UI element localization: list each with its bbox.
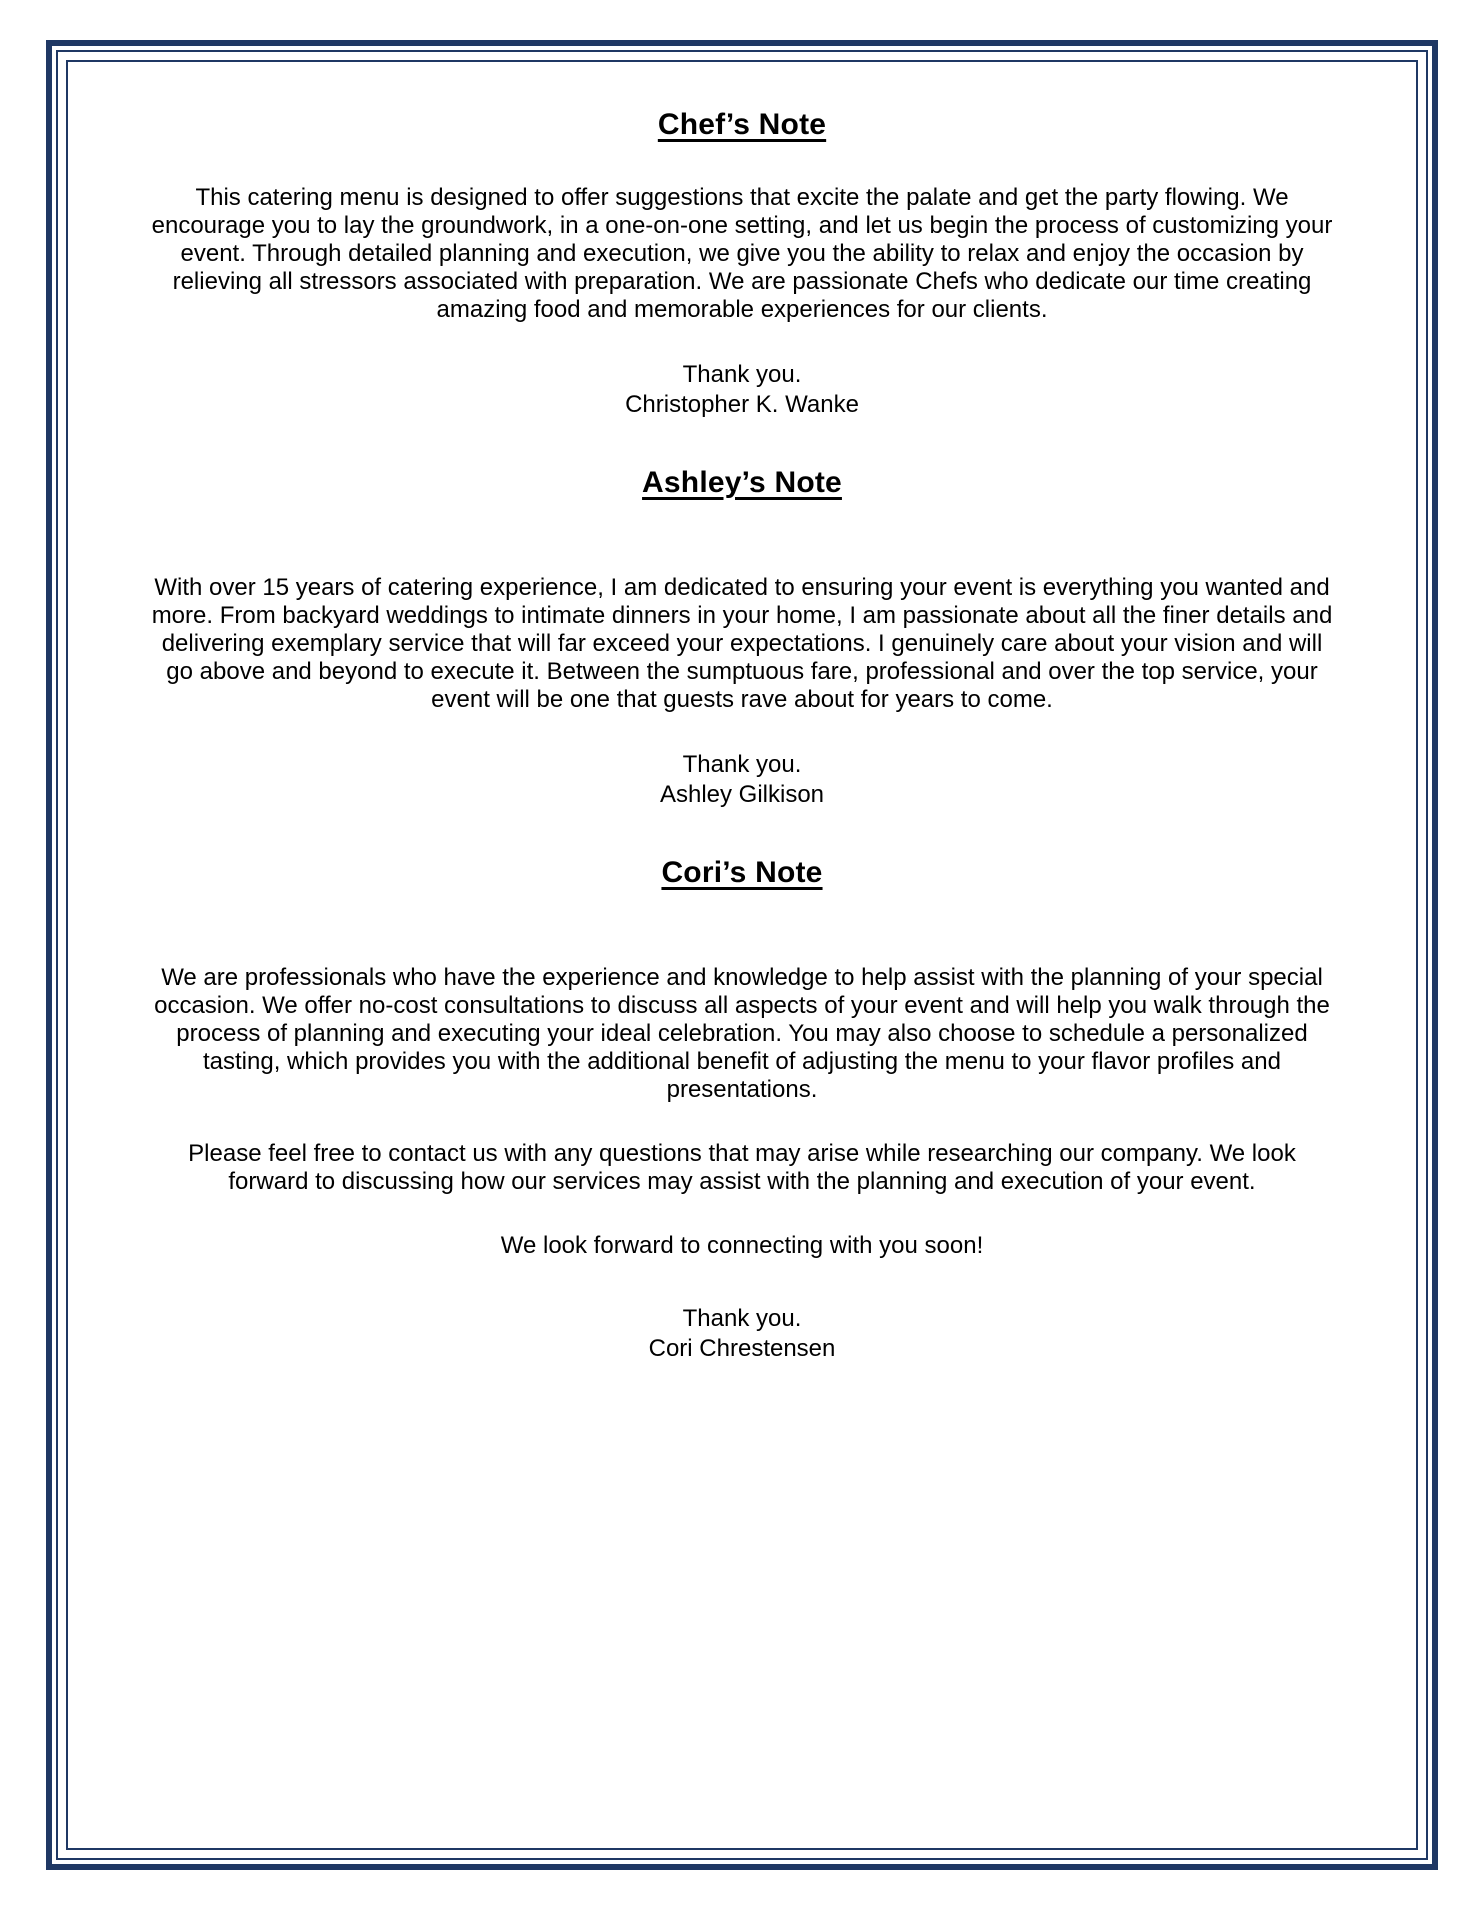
ashleys-note-thanks: Thank you. — [682, 751, 802, 778]
page-content — [98, 108, 1386, 1364]
ashleys-note-closing — [98, 750, 1386, 810]
decorative-border-middle — [56, 50, 1428, 1860]
coris-note-signature: Cori Chrestensen — [648, 1335, 836, 1362]
ashleys-note-signature: Ashley Gilkison — [659, 781, 825, 808]
section-ashleys-note — [98, 466, 1386, 810]
coris-note-paragraph-2: Please feel free to contact us with any questions that may arise while researching our company. We look forward to discussing how our services may assist with the planning and execution of your event. — [188, 1140, 1296, 1195]
section-coris-note — [98, 856, 1386, 1364]
coris-note-closing — [98, 1304, 1386, 1364]
decorative-border-outer — [46, 40, 1438, 1870]
coris-note-thanks: Thank you. — [682, 1305, 802, 1332]
chefs-note-signature: Christopher K. Wanke — [625, 391, 859, 418]
chefs-note-thanks: Thank you. — [682, 361, 802, 388]
section-title-ashleys-note: Ashley’s Note — [642, 466, 842, 499]
section-title-coris-note: Cori’s Note — [661, 856, 823, 889]
chefs-note-closing — [98, 360, 1386, 420]
decorative-border-inner — [66, 60, 1418, 1850]
section-title-chefs-note: Chef’s Note — [657, 108, 827, 141]
coris-note-paragraph-1: We are professionals who have the experience and knowledge to help assist with the planning of your special occasion. We offer no-cost consultations to discuss all aspects of your event and will help you walk through the process of planning and executing your ideal celebration. You may also choose to schedule a personalized tasting, which provides you with the additional benefit of adjusting the menu to your flavor profiles and presentations. — [154, 964, 1330, 1103]
chefs-note-paragraph: This catering menu is designed to offer suggestions that excite the palate and get the party flowing. We encourage you to lay the groundwork, in a one-on-one setting, and let us begin the process of customizing your event. Through detailed planning and execution, we give you the ability to relax and enjoy the occasion by relieving all stressors associated with preparation. We are passionate Chefs who dedicate our time creating amazing food and memorable experiences for our clients. — [151, 184, 1333, 323]
coris-note-paragraph-3: We look forward to connecting with you soon! — [500, 1232, 984, 1259]
section-chefs-note — [98, 108, 1386, 420]
ashleys-note-paragraph: With over 15 years of catering experience, I am dedicated to ensuring your event is everything you wanted and more. From backyard weddings to intimate dinners in your home, I am passionate about all the finer details and delivering exemplary service that will far exceed your expectations. I genuinely care about your vision and will go above and beyond to execute it. Between the sumptuous fare, professional and over the top service, your event will be one that guests rave about for years to come. — [151, 574, 1333, 713]
